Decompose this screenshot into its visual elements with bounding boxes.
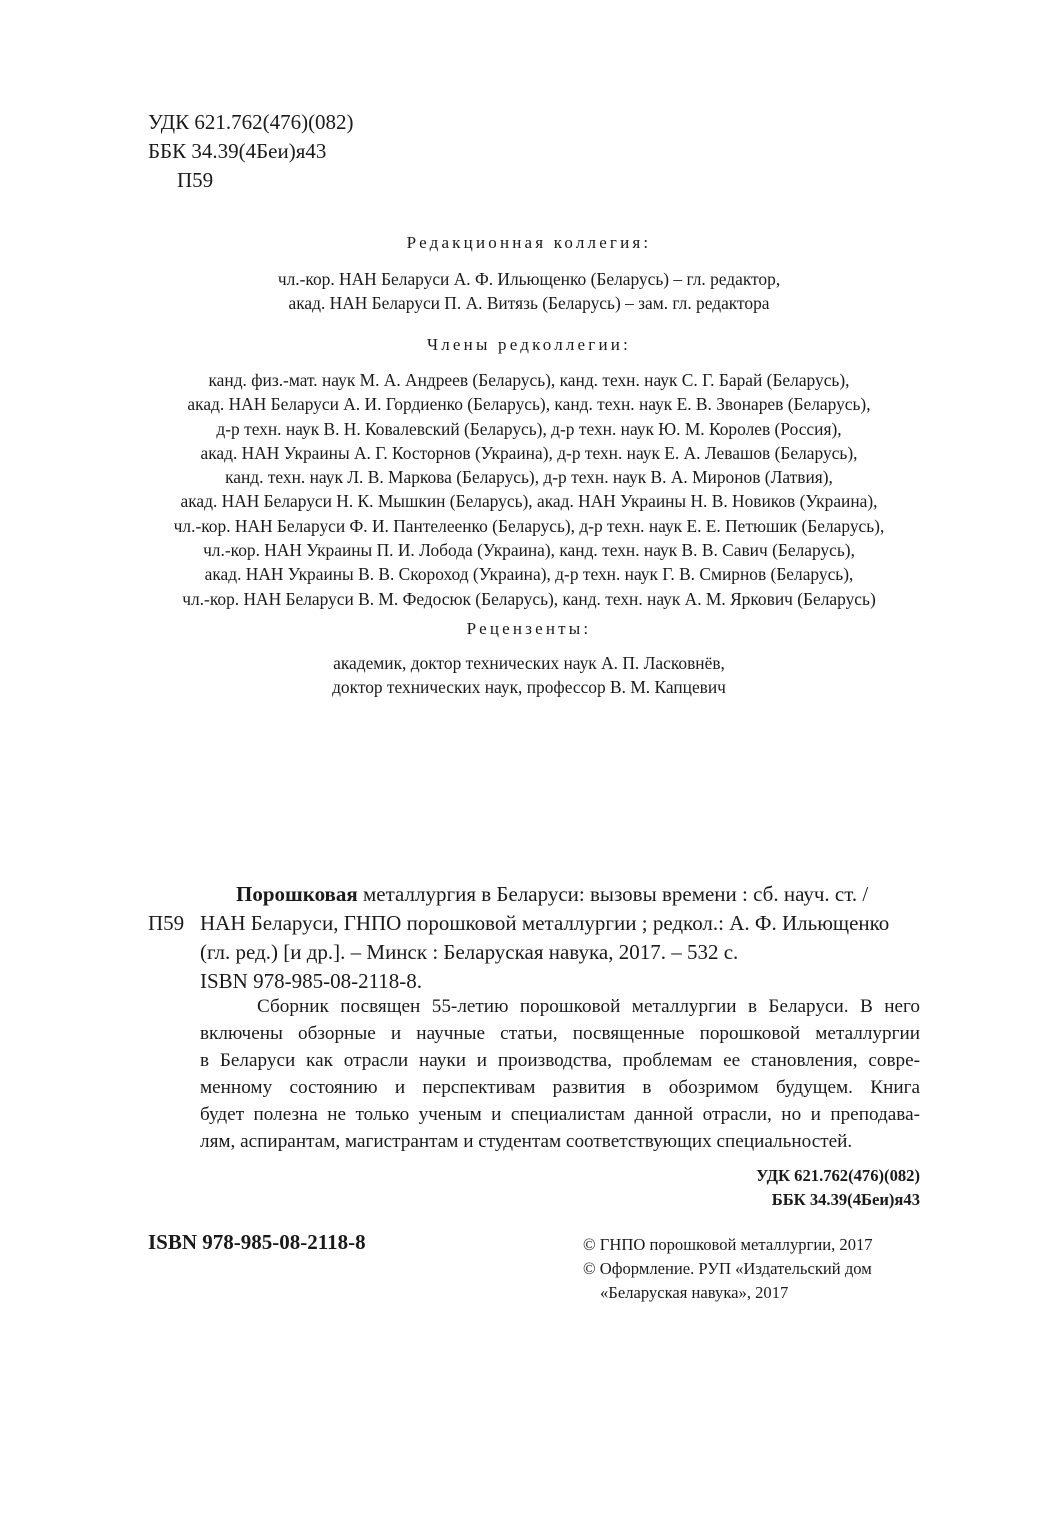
biblio-title-rest: металлургия в Беларуси: вызовы времени : сб. науч. ст. /	[357, 882, 869, 906]
biblio-line-3: (гл. ред.) [и др.]. – Минск : Беларуская навука, 2017. – 532 с.	[200, 940, 739, 964]
udk-header	[148, 108, 354, 195]
author-mark: П59	[177, 168, 214, 192]
biblio-author-mark: П59	[148, 911, 185, 935]
abstract	[200, 993, 920, 1155]
board-member-line: чл.-кор. НАН Украины П. И. Лобода (Украина), канд. техн. наук В. В. Савич (Беларусь),	[203, 540, 855, 561]
editorial-board-line: чл.-кор. НАН Беларуси А. Ф. Ильющенко (Беларусь) – гл. редактор,	[277, 269, 781, 289]
abstract-line: менному состоянию и перспективам развития в обозримом будущем. Книга	[200, 1077, 920, 1098]
editorial-board-list	[0, 267, 1058, 316]
bibliographic-record	[148, 880, 928, 996]
copyright-line: © Оформление. РУП «Издательский дом	[583, 1259, 872, 1278]
udk-footer-code: УДК 621.762(476)(082)	[756, 1166, 920, 1185]
biblio-title-bold: Порошковая	[236, 882, 358, 906]
udk-footer	[756, 1164, 920, 1212]
reviewers-heading: Рецензенты:	[466, 619, 592, 638]
board-member-line: акад. НАН Беларуси Н. К. Мышкин (Беларусь), акад. НАН Украины Н. В. Новиков (Украина),	[180, 491, 878, 512]
biblio-title-line	[148, 880, 928, 909]
bbk-footer-code: ББК 34.39(4Беи)я43	[771, 1190, 920, 1209]
bbk-code: ББК 34.39(4Беи)я43	[148, 139, 327, 163]
biblio-line-2-text: НАН Беларуси, ГНПО порошковой металлургии ; редкол.: А. Ф. Ильющенко	[200, 911, 890, 935]
abstract-line: в Беларуси как отрасли науки и производства, проблемам ее становления, совре-	[200, 1050, 920, 1071]
biblio-line-2	[148, 909, 928, 938]
board-member-line: канд. техн. наук Л. В. Маркова (Беларусь), д-р техн. наук В. А. Миронов (Латвия),	[225, 467, 833, 488]
board-members-list	[0, 368, 1058, 611]
abstract-line: включены обзорные и научные статьи, посвященные порошковой металлургии	[200, 1023, 920, 1044]
copyright-line: © ГНПО порошковой металлургии, 2017	[583, 1235, 873, 1254]
abstract-line: будет полезна не только ученым и специалистам данной отрасли, но и преподава-	[200, 1104, 920, 1125]
board-member-line: акад. НАН Украины В. В. Скороход (Украина), д-р техн. наук Г. В. Смирнов (Беларусь),	[204, 564, 854, 585]
reviewer-line: академик, доктор технических наук А. П. Ласковнёв,	[333, 653, 725, 673]
editorial-board-line: акад. НАН Беларуси П. А. Витязь (Беларусь) – зам. гл. редактора	[288, 293, 770, 314]
board-member-line: д-р техн. наук В. Н. Ковалевский (Беларусь), д-р техн. наук Ю. М. Королев (Россия),	[216, 418, 842, 439]
board-member-line: акад. НАН Беларуси А. И. Гордиенко (Беларусь), канд. техн. наук Е. В. Звонарев (Беларусь),	[187, 394, 871, 415]
biblio-isbn: ISBN 978-985-08-2118-8.	[200, 969, 423, 993]
board-member-line: чл.-кор. НАН Беларуси Ф. И. Пантелеенко (Беларусь), д-р техн. наук Е. Е. Петюшик (Беларусь),	[173, 515, 885, 536]
copyright-block	[583, 1233, 873, 1305]
editorial-board-heading: Редакционная коллегия:	[406, 233, 652, 252]
board-member-line: чл.-кор. НАН Беларуси В. М. Федосюк (Беларусь), канд. техн. наук А. М. Яркович (Беларусь)	[182, 588, 876, 609]
board-members-heading: Члены редколлегии:	[427, 335, 631, 354]
reviewers-list	[0, 651, 1058, 700]
abstract-line: Сборник посвящен 55-летию порошковой металлургии в Беларуси. В него	[257, 996, 920, 1017]
board-member-line: акад. НАН Украины А. Г. Косторнов (Украина), д-р техн. наук Е. А. Левашов (Беларусь),	[200, 442, 858, 463]
reviewer-line: доктор технических наук, профессор В. М. Капцевич	[332, 677, 726, 698]
isbn-number: ISBN 978-985-08-2118-8	[148, 1230, 366, 1254]
copyright-line: «Беларуская навука», 2017	[600, 1283, 789, 1302]
board-member-line: канд. физ.-мат. наук М. А. Андреев (Беларусь), канд. техн. наук С. Г. Барай (Беларусь),	[208, 370, 850, 390]
abstract-line: лям, аспирантам, магистрантам и студентам соответствующих специальностей.	[200, 1131, 853, 1152]
udk-code: УДК 621.762(476)(082)	[148, 110, 354, 134]
